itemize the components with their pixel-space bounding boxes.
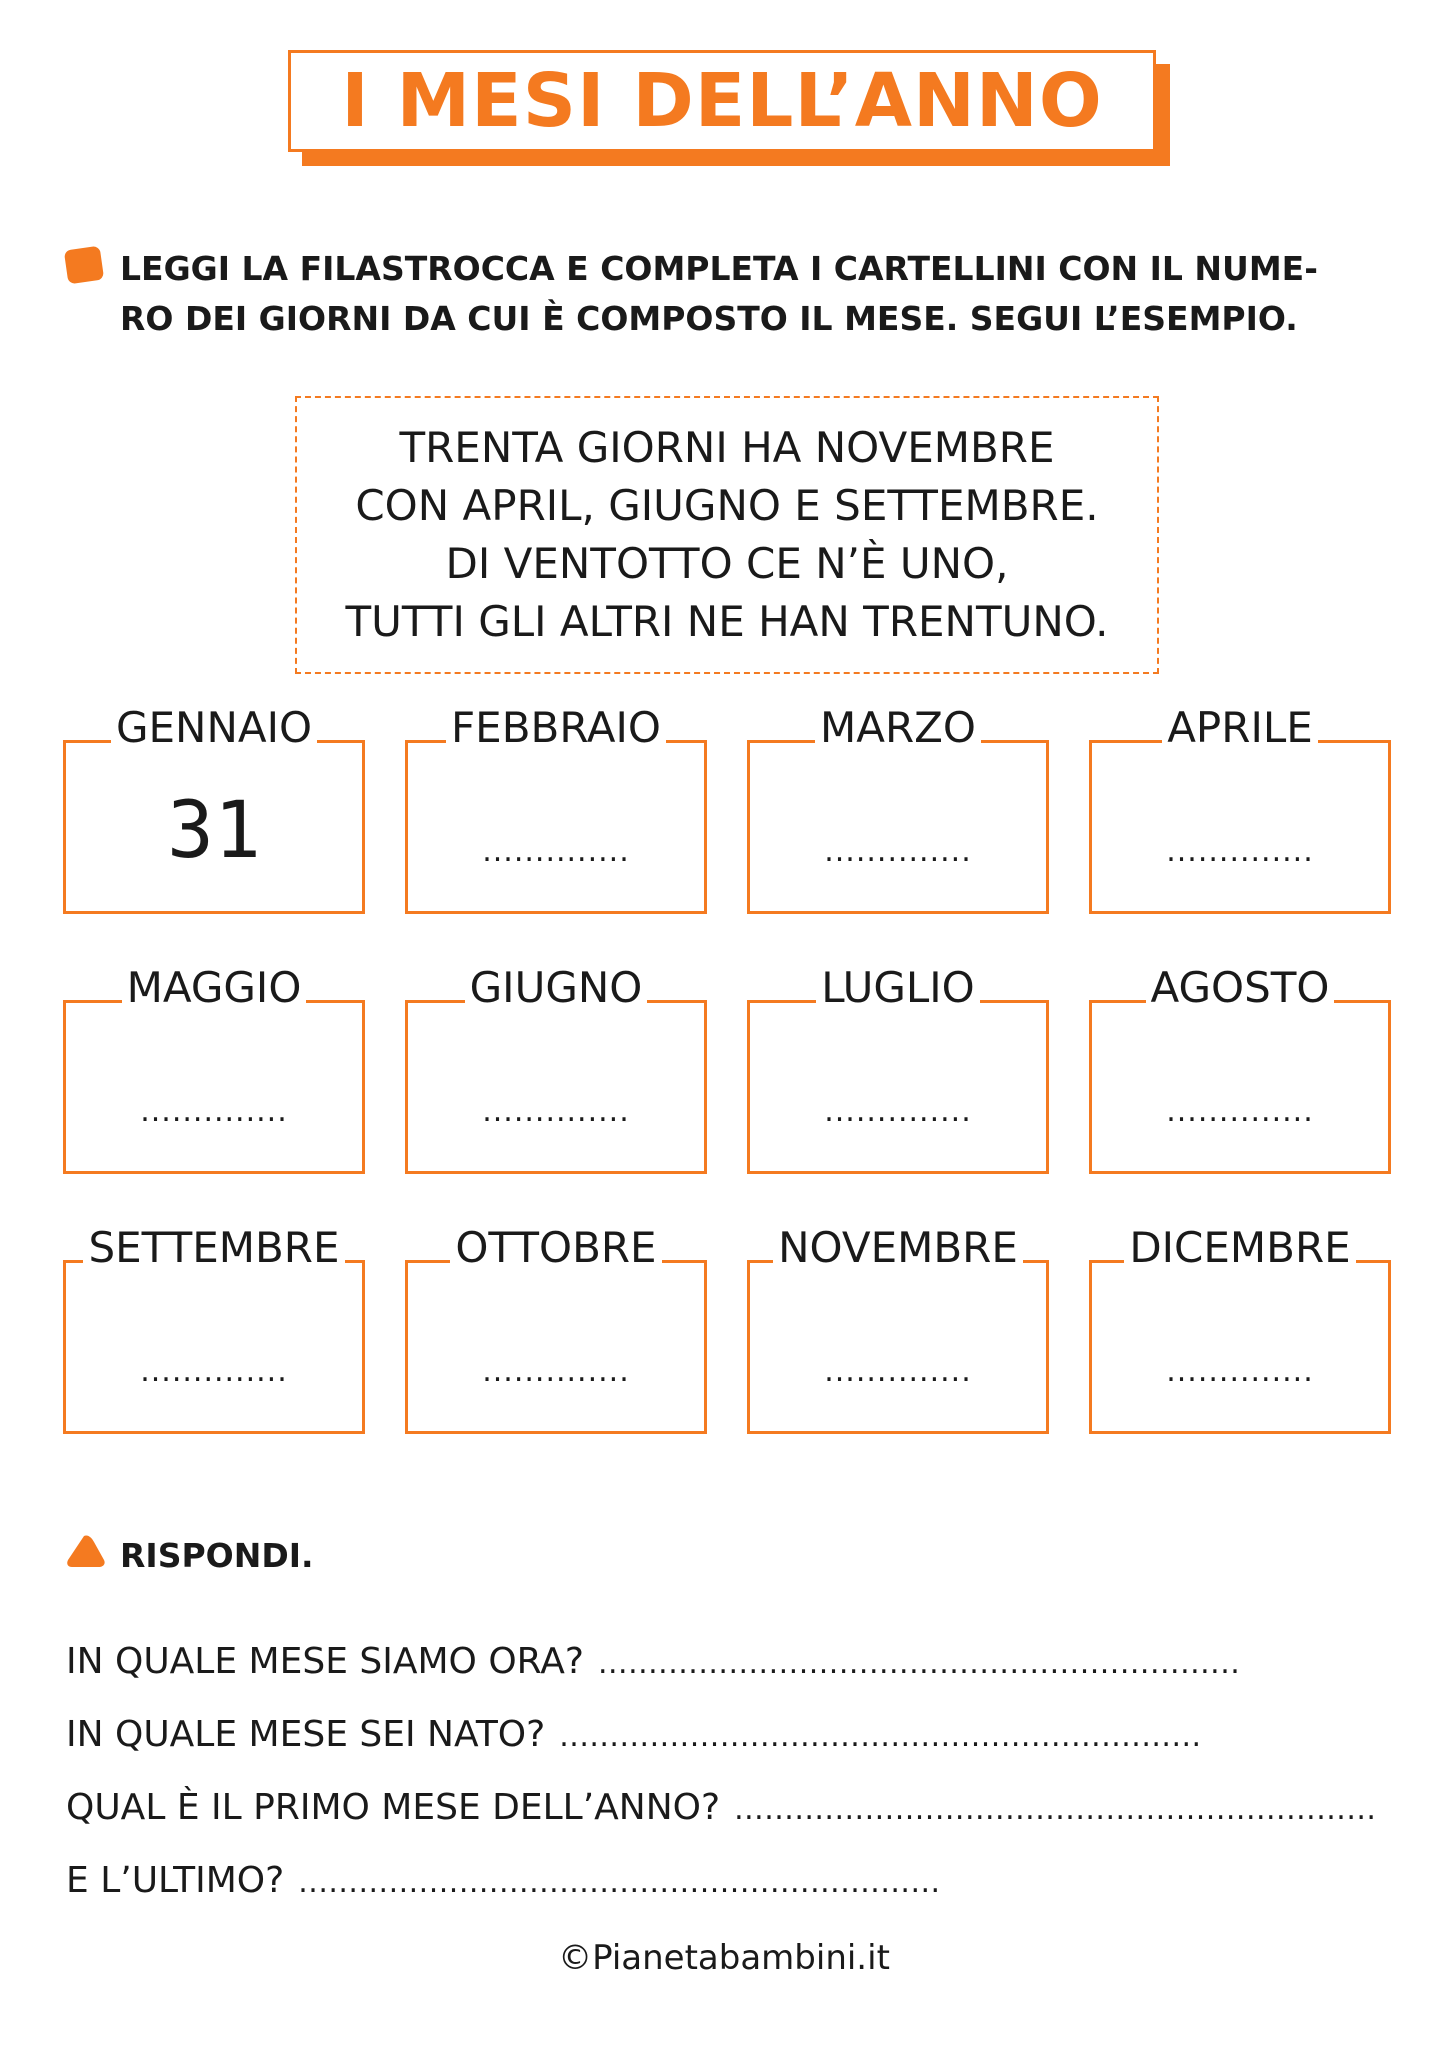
- question-row: [66, 1638, 1240, 1688]
- month-name: GENNAIO: [63, 706, 365, 750]
- month-name: GIUGNO: [405, 966, 707, 1010]
- answer-blank[interactable]: ................................................................: [597, 1646, 1241, 1681]
- month-frame: [747, 1000, 1049, 1174]
- month-frame: [63, 1260, 365, 1434]
- month-frame: [1089, 1260, 1391, 1434]
- month-name: LUGLIO: [747, 966, 1049, 1010]
- month-frame: [1089, 1000, 1391, 1174]
- month-name: DICEMBRE: [1089, 1226, 1391, 1270]
- question-row: [66, 1711, 1202, 1761]
- month-card-novembre: [747, 1223, 1049, 1434]
- month-days-blank[interactable]: ..............: [824, 1354, 972, 1389]
- month-card-marzo: [747, 703, 1049, 914]
- title-box: [288, 50, 1156, 152]
- poem-line-4: TUTTI GLI ALTRI NE HAN TRENTUNO.: [345, 597, 1109, 646]
- month-card-giugno: [405, 963, 707, 1174]
- month-days-blank[interactable]: ..............: [1166, 1354, 1314, 1389]
- poem-text: [345, 419, 1108, 651]
- answer-heading: RISPONDI.: [120, 1536, 314, 1575]
- month-card-luglio: [747, 963, 1049, 1174]
- month-name: OTTOBRE: [405, 1226, 707, 1270]
- question-row: [66, 1857, 941, 1907]
- month-frame: [1089, 740, 1391, 914]
- month-card-aprile: [1089, 703, 1391, 914]
- month-name: AGOSTO: [1089, 966, 1391, 1010]
- month-card-maggio: [63, 963, 365, 1174]
- poem-line-1: TRENTA GIORNI HA NOVEMBRE: [399, 423, 1055, 472]
- answer-blank[interactable]: ................................................................: [298, 1865, 941, 1900]
- month-name: MARZO: [747, 706, 1049, 750]
- instruction-text: [120, 244, 1448, 344]
- month-name: FEBBRAIO: [405, 706, 707, 750]
- question-row: [66, 1784, 1376, 1834]
- month-card-gennaio: [63, 703, 365, 914]
- month-frame: [747, 1260, 1049, 1434]
- month-card-ottobre: [405, 1223, 707, 1434]
- month-card-febbraio: [405, 703, 707, 914]
- poem-line-2: CON APRIL, GIUGNO E SETTEMBRE.: [355, 481, 1099, 530]
- month-days-blank[interactable]: ..............: [482, 834, 630, 869]
- month-name: NOVEMBRE: [747, 1226, 1049, 1270]
- title-banner: [288, 50, 1170, 166]
- month-days-blank[interactable]: ..............: [824, 834, 972, 869]
- orange-square-bullet-icon: [64, 246, 104, 285]
- month-frame: [63, 1000, 365, 1174]
- answer-blank[interactable]: ................................................................: [559, 1719, 1202, 1754]
- page-title: I MESI DELL’ANNO: [341, 58, 1103, 144]
- month-days-blank[interactable]: ..............: [482, 1094, 630, 1129]
- month-days-blank[interactable]: ..............: [482, 1354, 630, 1389]
- month-frame: [405, 740, 707, 914]
- month-days-value: 31: [167, 786, 261, 876]
- month-name: MAGGIO: [63, 966, 365, 1010]
- answer-blank[interactable]: ................................................................: [734, 1792, 1377, 1827]
- instruction-line-2: RO DEI GIORNI DA CUI È COMPOSTO IL MESE. SEGUI L’ESEMPIO.: [120, 299, 1298, 338]
- poem-box: [295, 396, 1159, 674]
- month-days-blank[interactable]: ..............: [1166, 1094, 1314, 1129]
- month-card-agosto: [1089, 963, 1391, 1174]
- month-frame: [405, 1000, 707, 1174]
- month-name: SETTEMBRE: [63, 1226, 365, 1270]
- question-text: IN QUALE MESE SIAMO ORA?: [66, 1641, 584, 1682]
- orange-triangle-bullet-icon: [66, 1534, 106, 1568]
- month-card-settembre: [63, 1223, 365, 1434]
- copyright-footer: ©Pianetabambini.it: [558, 1938, 890, 1978]
- question-text: QUAL È IL PRIMO MESE DELL’ANNO?: [66, 1787, 721, 1828]
- question-text: E L’ULTIMO?: [66, 1860, 285, 1901]
- month-card-dicembre: [1089, 1223, 1391, 1434]
- month-name: APRILE: [1089, 706, 1391, 750]
- month-days-blank[interactable]: ..............: [824, 1094, 972, 1129]
- month-days-blank[interactable]: ..............: [1166, 834, 1314, 869]
- month-frame: [405, 1260, 707, 1434]
- question-text: IN QUALE MESE SEI NATO?: [66, 1714, 546, 1755]
- month-frame: [747, 740, 1049, 914]
- poem-line-3: DI VENTOTTO CE N’È UNO,: [445, 539, 1009, 588]
- instruction-line-1: LEGGI LA FILASTROCCA E COMPLETA I CARTELLINI CON IL NUME-: [120, 249, 1318, 288]
- month-days-blank[interactable]: ..............: [140, 1094, 288, 1129]
- month-days-blank[interactable]: ..............: [140, 1354, 288, 1389]
